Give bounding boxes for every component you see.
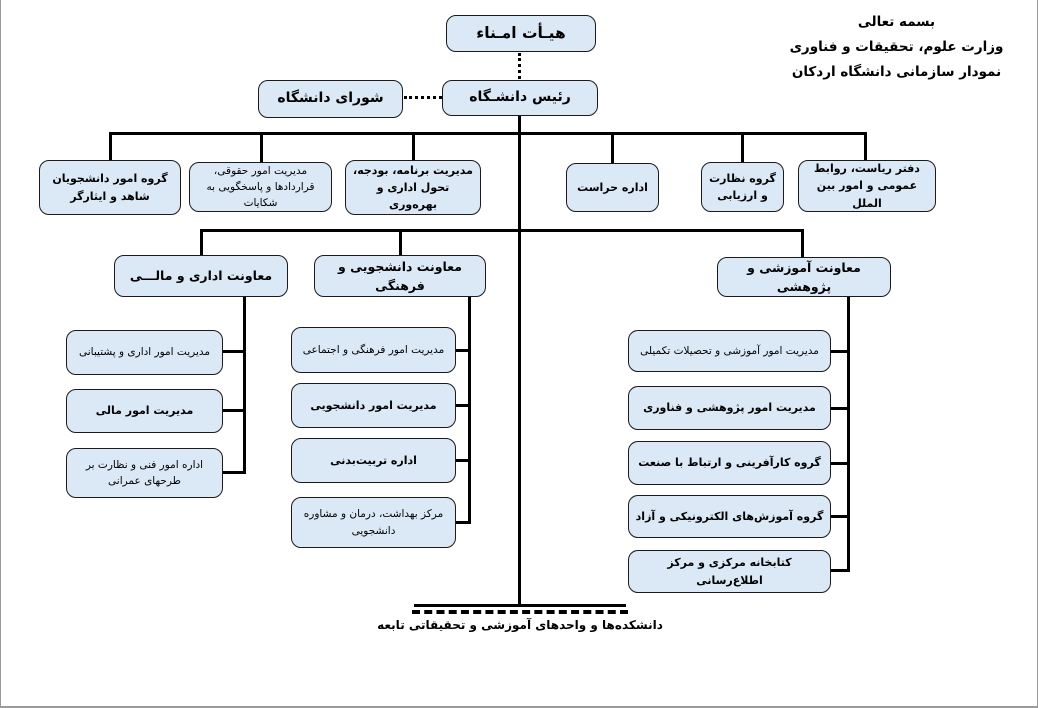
node-label: مرکز بهداشت، درمان و مشاوره دانشجویی	[303, 508, 444, 537]
node-security-office	[566, 163, 659, 212]
connector-drop	[611, 132, 614, 163]
connector-drop	[412, 132, 415, 160]
node-supervision-evaluation	[701, 162, 784, 212]
connector-stub	[831, 407, 850, 410]
node-label: گروه امور دانشجویان شاهد و ایثارگر	[52, 172, 168, 203]
connector-stub	[831, 350, 850, 353]
node-presidency-office	[798, 160, 936, 212]
connector-stub	[223, 471, 246, 474]
node-label: معاونت دانشجویی و فرهنگی	[338, 258, 462, 293]
faculties-label: دانشکده‌ها و واحدهای آموزشی و تحقیقاتی تابعه	[377, 618, 663, 632]
node-label: اداره حراست	[577, 180, 648, 194]
node-student-affairs	[291, 383, 456, 428]
connector-stub	[831, 515, 850, 518]
node-label: مدیریت برنامه، بودجه، تحول اداری و بهره‌وری	[353, 163, 473, 212]
node-cultural-social-affairs	[291, 327, 456, 373]
connector-admin-spine	[243, 297, 246, 474]
connector-stub	[456, 349, 471, 352]
header-ministry: وزارت علوم، تحقیقات و فناوری	[789, 39, 1004, 55]
connector-education-spine	[847, 297, 850, 571]
node-financial-affairs	[66, 389, 223, 433]
node-university-council	[258, 80, 403, 118]
connector-drop	[801, 229, 804, 257]
node-entrepreneurship-industry	[628, 441, 831, 485]
node-label: اداره تربیت‌بدنی	[330, 453, 417, 467]
connector-deputy-rail	[200, 229, 804, 232]
header-bismillah: بسمه تعالی	[857, 14, 936, 30]
connector-drop	[399, 229, 402, 255]
node-label: شورای دانشگاه	[277, 90, 384, 107]
node-label: گروه آموزش‌های الکترونیکی و آزاد	[635, 509, 824, 523]
connector-faculties-dashed	[412, 610, 628, 614]
header-chart-title: نمودار سازمانی دانشگاه اردکان	[791, 64, 1002, 80]
connector-faculties-bar	[414, 604, 626, 607]
connector-drop	[260, 132, 263, 162]
connector-stub	[831, 462, 850, 465]
connector-board-president-dotted	[518, 53, 521, 79]
node-physical-education	[291, 438, 456, 483]
node-central-library	[628, 550, 831, 593]
connector-stub	[223, 350, 246, 353]
node-label: مدیریت امور مالی	[95, 404, 194, 418]
node-technical-construction	[66, 448, 223, 498]
connector-student-spine	[468, 297, 471, 524]
connector-stub	[831, 569, 850, 572]
node-elearning-open-education	[628, 495, 831, 538]
node-label: اداره امور فنی و نظارت بر طرحهای عمرانی	[85, 458, 204, 487]
node-label: گروه نظارت و ارزیابی	[709, 171, 776, 202]
node-label: مدیریت امور آموزشی و تحصیلات تکمیلی	[640, 344, 819, 357]
node-label: هیـأت امـناء	[476, 24, 566, 43]
node-shahed-students-group	[39, 160, 181, 215]
connector-drop	[741, 132, 744, 162]
page-header	[779, 10, 1014, 85]
node-label: مدیریت امور اداری و پشتیبانی	[79, 346, 211, 359]
node-research-technology-affairs	[628, 386, 831, 430]
node-education-graduate-affairs	[628, 330, 831, 372]
node-label: مدیریت امور دانشجویی	[310, 398, 437, 412]
node-label: مدیریت امور پژوهشی و فناوری	[643, 401, 816, 415]
connector-drop	[109, 132, 112, 160]
node-label: معاونت اداری و مالـــی	[129, 268, 273, 284]
node-label: گروه کارآفرینی و ارتباط با صنعت	[638, 456, 821, 470]
connector-drop	[200, 229, 203, 255]
connector-staff-rail	[109, 132, 867, 135]
node-label: کتابخانه مرکزی و مرکز اطلاع‌رسانی	[667, 556, 792, 587]
connector-council-president-dotted	[404, 96, 442, 99]
node-label: مدیریت امور حقوقی، قراردادها و پاسخگویی به شکایات	[206, 164, 315, 210]
node-label: مدیریت امور فرهنگی و اجتماعی	[302, 343, 445, 356]
node-deputy-student-cultural	[314, 255, 486, 297]
node-label: معاونت آموزشی و پژوهشی	[747, 259, 861, 294]
node-deputy-admin-finance	[114, 255, 288, 297]
node-legal-affairs	[189, 162, 332, 212]
node-program-budget	[345, 160, 481, 215]
connector-stub	[223, 409, 246, 412]
connector-stub	[456, 459, 471, 462]
node-board-of-trustees	[446, 15, 596, 52]
node-label: دفتر ریاست، روابط عمومی و امور بین الملل	[814, 162, 920, 210]
connector-stub	[456, 404, 471, 407]
connector-drop	[864, 132, 867, 160]
node-admin-support-affairs	[66, 330, 223, 375]
node-health-counseling-center	[291, 497, 456, 548]
connector-trunk	[518, 116, 521, 607]
node-president	[442, 80, 598, 116]
connector-stub	[456, 521, 471, 524]
node-deputy-education-research	[717, 257, 891, 297]
node-label: رئیس دانشـگاه	[469, 89, 571, 106]
